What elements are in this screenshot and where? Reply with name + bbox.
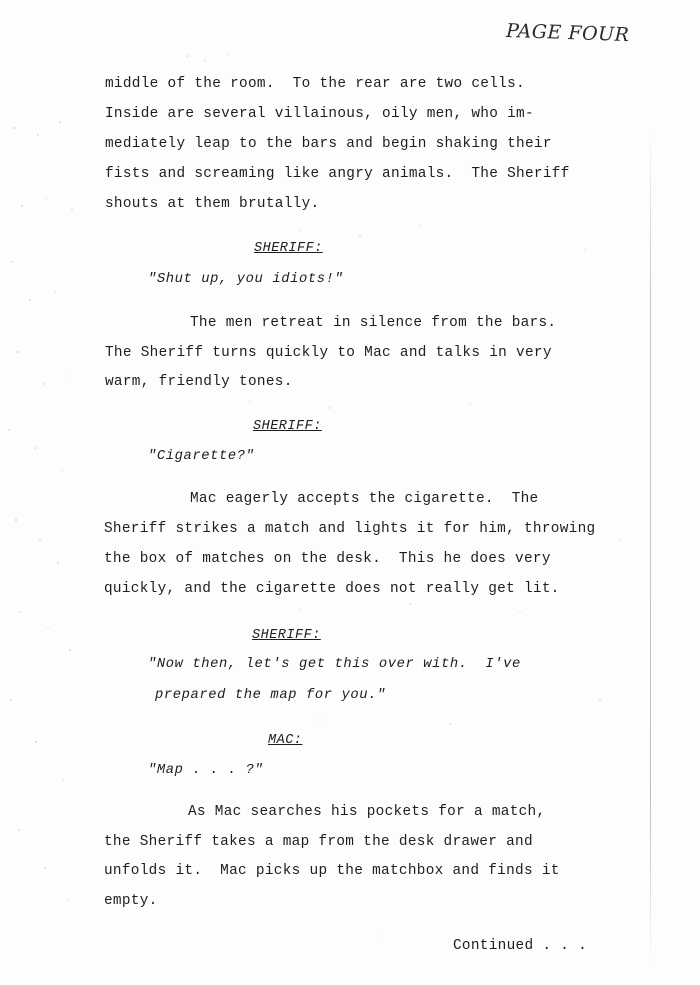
speaker-name: SHERIFF:	[253, 419, 322, 434]
text-line: As Mac searches his pockets for a match,	[188, 804, 546, 820]
speaker-name: MAC:	[268, 733, 303, 748]
text-line: Sheriff strikes a match and lights it for him, throwing	[104, 521, 596, 537]
dialogue-line: "Now then, let's get this over with. I've	[148, 657, 521, 672]
dialogue-line: prepared the map for you."	[155, 688, 386, 703]
speaker-name: SHERIFF:	[252, 628, 321, 643]
dialogue-line: "Map . . . ?"	[148, 763, 264, 778]
text-line: fists and screaming like angry animals. The Sheriff	[105, 166, 570, 182]
continued-label: Continued . . .	[453, 938, 588, 954]
dialogue-line: "Shut up, you idiots!"	[148, 272, 344, 287]
text-line: quickly, and the cigarette does not really get lit.	[104, 581, 560, 597]
text-line: mediately leap to the bars and begin shaking their	[105, 136, 552, 152]
text-line: Mac eagerly accepts the cigarette. The	[190, 491, 539, 507]
text-line: unfolds it. Mac picks up the matchbox and finds it	[104, 863, 560, 879]
text-line: empty.	[104, 893, 158, 909]
speaker-name: SHERIFF:	[254, 241, 323, 256]
text-line: the box of matches on the desk. This he does very	[104, 551, 551, 567]
text-line: The Sheriff turns quickly to Mac and talks in very	[105, 345, 552, 361]
text-line: the Sheriff takes a map from the desk drawer and	[104, 834, 533, 850]
text-line: The men retreat in silence from the bars.	[190, 315, 557, 331]
paper-edge-shadow	[650, 120, 651, 970]
dialogue-line: "Cigarette?"	[148, 449, 255, 464]
text-line: middle of the room. To the rear are two cells.	[105, 76, 525, 92]
text-line: Inside are several villainous, oily men, who im-	[105, 106, 534, 122]
text-line: shouts at them brutally.	[105, 196, 320, 212]
text-line: warm, friendly tones.	[105, 374, 293, 390]
handwritten-page-label: PAGE FOUR	[505, 19, 630, 47]
